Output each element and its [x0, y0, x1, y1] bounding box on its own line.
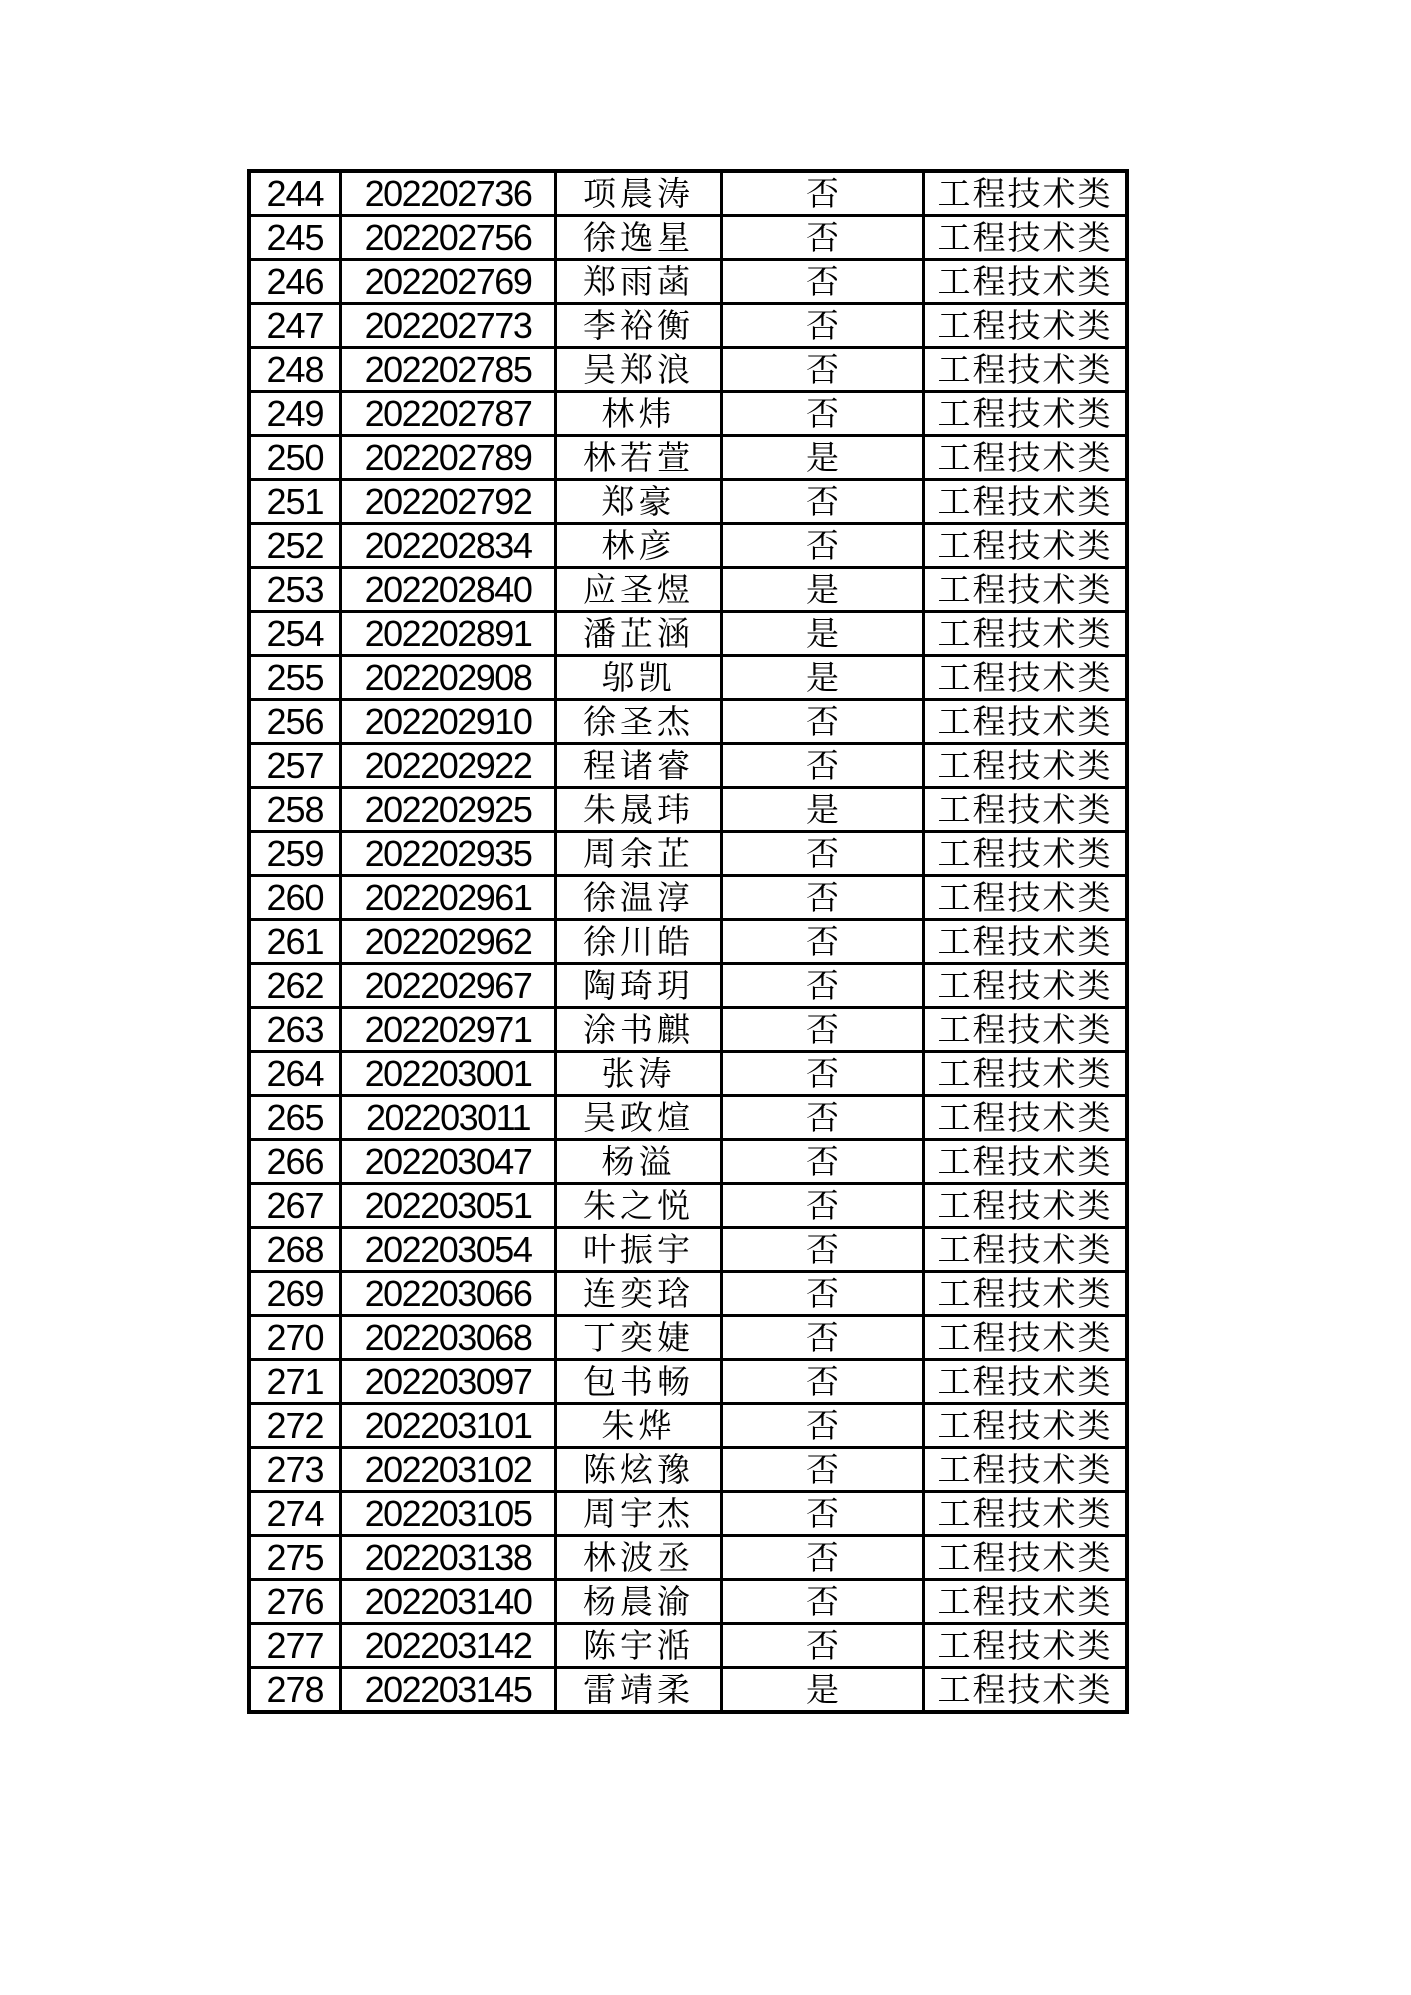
student-id-cell: 202202925: [341, 788, 556, 832]
category-cell: 工程技术类: [924, 348, 1128, 392]
category-cell: 工程技术类: [924, 1228, 1128, 1272]
category-cell: 工程技术类: [924, 1404, 1128, 1448]
student-name-cell: 涂书麒: [556, 1008, 722, 1052]
student-name-cell: 朱晟玮: [556, 788, 722, 832]
category-cell: 工程技术类: [924, 1140, 1128, 1184]
yes-no-flag-cell: 否: [722, 348, 924, 392]
row-index-cell: 246: [249, 260, 341, 304]
category-cell: 工程技术类: [924, 171, 1128, 216]
category-cell: 工程技术类: [924, 832, 1128, 876]
table-row: [249, 1360, 1127, 1404]
student-name-cell: 郑雨菡: [556, 260, 722, 304]
row-index-cell: 247: [249, 304, 341, 348]
table-row: [249, 1316, 1127, 1360]
row-index-cell: 266: [249, 1140, 341, 1184]
category-cell: 工程技术类: [924, 392, 1128, 436]
table-row: [249, 260, 1127, 304]
yes-no-flag-cell: 否: [722, 700, 924, 744]
row-index-cell: 261: [249, 920, 341, 964]
table-row: [249, 1184, 1127, 1228]
table-row: [249, 1052, 1127, 1096]
yes-no-flag-cell: 否: [722, 171, 924, 216]
yes-no-flag-cell: 否: [722, 1096, 924, 1140]
student-id-cell: 202203047: [341, 1140, 556, 1184]
table-row: [249, 1140, 1127, 1184]
student-name-cell: 丁奕婕: [556, 1316, 722, 1360]
student-id-cell: 202202910: [341, 700, 556, 744]
category-cell: 工程技术类: [924, 700, 1128, 744]
student-name-cell: 林彦: [556, 524, 722, 568]
student-name-cell: 吴郑浪: [556, 348, 722, 392]
yes-no-flag-cell: 否: [722, 1140, 924, 1184]
yes-no-flag-cell: 否: [722, 920, 924, 964]
student-name-cell: 徐逸星: [556, 216, 722, 260]
student-id-cell: 202202971: [341, 1008, 556, 1052]
category-cell: 工程技术类: [924, 436, 1128, 480]
student-name-cell: 周宇杰: [556, 1492, 722, 1536]
yes-no-flag-cell: 否: [722, 260, 924, 304]
student-name-cell: 朱烨: [556, 1404, 722, 1448]
student-name-cell: 应圣煜: [556, 568, 722, 612]
yes-no-flag-cell: 是: [722, 656, 924, 700]
table-row: [249, 700, 1127, 744]
student-name-cell: 杨溢: [556, 1140, 722, 1184]
student-id-cell: 202202773: [341, 304, 556, 348]
student-id-cell: 202202789: [341, 436, 556, 480]
yes-no-flag-cell: 否: [722, 1360, 924, 1404]
student-id-cell: 202203101: [341, 1404, 556, 1448]
table-row: [249, 1228, 1127, 1272]
category-cell: 工程技术类: [924, 568, 1128, 612]
row-index-cell: 273: [249, 1448, 341, 1492]
student-name-cell: 叶振宇: [556, 1228, 722, 1272]
category-cell: 工程技术类: [924, 744, 1128, 788]
student-id-cell: 202203066: [341, 1272, 556, 1316]
table-row: [249, 832, 1127, 876]
yes-no-flag-cell: 否: [722, 1448, 924, 1492]
yes-no-flag-cell: 否: [722, 1492, 924, 1536]
table-row: [249, 304, 1127, 348]
student-id-cell: 202203001: [341, 1052, 556, 1096]
category-cell: 工程技术类: [924, 656, 1128, 700]
row-index-cell: 271: [249, 1360, 341, 1404]
student-id-cell: 202203051: [341, 1184, 556, 1228]
category-cell: 工程技术类: [924, 1096, 1128, 1140]
yes-no-flag-cell: 否: [722, 1008, 924, 1052]
category-cell: 工程技术类: [924, 304, 1128, 348]
row-index-cell: 272: [249, 1404, 341, 1448]
student-id-cell: 202202834: [341, 524, 556, 568]
row-index-cell: 268: [249, 1228, 341, 1272]
category-cell: 工程技术类: [924, 1536, 1128, 1580]
student-name-cell: 陈炫豫: [556, 1448, 722, 1492]
student-id-cell: 202203105: [341, 1492, 556, 1536]
student-name-cell: 郑豪: [556, 480, 722, 524]
row-index-cell: 254: [249, 612, 341, 656]
student-name-cell: 连奕琀: [556, 1272, 722, 1316]
student-name-cell: 杨晨渝: [556, 1580, 722, 1624]
yes-no-flag-cell: 否: [722, 304, 924, 348]
row-index-cell: 249: [249, 392, 341, 436]
row-index-cell: 275: [249, 1536, 341, 1580]
student-id-cell: 202203011: [341, 1096, 556, 1140]
student-id-cell: 202203140: [341, 1580, 556, 1624]
yes-no-flag-cell: 否: [722, 964, 924, 1008]
student-id-cell: 202203138: [341, 1536, 556, 1580]
row-index-cell: 248: [249, 348, 341, 392]
category-cell: 工程技术类: [924, 480, 1128, 524]
table-row: [249, 524, 1127, 568]
category-cell: 工程技术类: [924, 1360, 1128, 1404]
student-id-cell: 202203142: [341, 1624, 556, 1668]
category-cell: 工程技术类: [924, 788, 1128, 832]
table-row: [249, 348, 1127, 392]
student-id-cell: 202203102: [341, 1448, 556, 1492]
row-index-cell: 245: [249, 216, 341, 260]
table-row: [249, 436, 1127, 480]
student-id-cell: 202203054: [341, 1228, 556, 1272]
row-index-cell: 244: [249, 171, 341, 216]
category-cell: 工程技术类: [924, 1272, 1128, 1316]
student-id-cell: 202202736: [341, 171, 556, 216]
student-name-cell: 潘芷涵: [556, 612, 722, 656]
student-name-cell: 陶琦玥: [556, 964, 722, 1008]
table-row: [249, 1492, 1127, 1536]
student-id-cell: 202202935: [341, 832, 556, 876]
student-id-cell: 202202922: [341, 744, 556, 788]
yes-no-flag-cell: 否: [722, 1316, 924, 1360]
student-id-cell: 202202908: [341, 656, 556, 700]
row-index-cell: 270: [249, 1316, 341, 1360]
table-row: [249, 1668, 1127, 1713]
category-cell: 工程技术类: [924, 1624, 1128, 1668]
student-name-cell: 邬凯: [556, 656, 722, 700]
category-cell: 工程技术类: [924, 1316, 1128, 1360]
student-id-cell: 202202769: [341, 260, 556, 304]
student-name-cell: 陈宇湉: [556, 1624, 722, 1668]
category-cell: 工程技术类: [924, 1052, 1128, 1096]
roster-table-body: [249, 171, 1127, 1712]
yes-no-flag-cell: 否: [722, 744, 924, 788]
table-row: [249, 1624, 1127, 1668]
student-name-cell: 徐温淳: [556, 876, 722, 920]
student-id-cell: 202202840: [341, 568, 556, 612]
row-index-cell: 253: [249, 568, 341, 612]
yes-no-flag-cell: 是: [722, 788, 924, 832]
category-cell: 工程技术类: [924, 1008, 1128, 1052]
category-cell: 工程技术类: [924, 216, 1128, 260]
row-index-cell: 250: [249, 436, 341, 480]
table-row: [249, 1096, 1127, 1140]
table-row: [249, 920, 1127, 964]
yes-no-flag-cell: 是: [722, 568, 924, 612]
roster-table: [247, 169, 1129, 1714]
category-cell: 工程技术类: [924, 964, 1128, 1008]
student-name-cell: 林若萱: [556, 436, 722, 480]
student-id-cell: 202202787: [341, 392, 556, 436]
row-index-cell: 276: [249, 1580, 341, 1624]
category-cell: 工程技术类: [924, 1184, 1128, 1228]
yes-no-flag-cell: 否: [722, 524, 924, 568]
table-row: [249, 480, 1127, 524]
yes-no-flag-cell: 是: [722, 436, 924, 480]
student-name-cell: 李裕衡: [556, 304, 722, 348]
yes-no-flag-cell: 否: [722, 480, 924, 524]
student-id-cell: 202203068: [341, 1316, 556, 1360]
table-row: [249, 744, 1127, 788]
table-row: [249, 876, 1127, 920]
table-row: [249, 656, 1127, 700]
student-id-cell: 202202785: [341, 348, 556, 392]
category-cell: 工程技术类: [924, 920, 1128, 964]
category-cell: 工程技术类: [924, 1448, 1128, 1492]
row-index-cell: 274: [249, 1492, 341, 1536]
category-cell: 工程技术类: [924, 612, 1128, 656]
row-index-cell: 258: [249, 788, 341, 832]
student-name-cell: 包书畅: [556, 1360, 722, 1404]
student-id-cell: 202202792: [341, 480, 556, 524]
row-index-cell: 262: [249, 964, 341, 1008]
table-row: [249, 788, 1127, 832]
yes-no-flag-cell: 否: [722, 1580, 924, 1624]
row-index-cell: 263: [249, 1008, 341, 1052]
student-name-cell: 周余芷: [556, 832, 722, 876]
student-id-cell: 202202962: [341, 920, 556, 964]
student-id-cell: 202202967: [341, 964, 556, 1008]
student-name-cell: 雷靖柔: [556, 1668, 722, 1713]
category-cell: 工程技术类: [924, 876, 1128, 920]
yes-no-flag-cell: 否: [722, 1536, 924, 1580]
student-name-cell: 徐圣杰: [556, 700, 722, 744]
student-name-cell: 张涛: [556, 1052, 722, 1096]
category-cell: 工程技术类: [924, 260, 1128, 304]
row-index-cell: 257: [249, 744, 341, 788]
student-id-cell: 202203145: [341, 1668, 556, 1713]
student-id-cell: 202202961: [341, 876, 556, 920]
category-cell: 工程技术类: [924, 1580, 1128, 1624]
yes-no-flag-cell: 否: [722, 1404, 924, 1448]
row-index-cell: 256: [249, 700, 341, 744]
table-row: [249, 171, 1127, 216]
student-id-cell: 202202756: [341, 216, 556, 260]
table-row: [249, 1580, 1127, 1624]
table-row: [249, 1448, 1127, 1492]
student-id-cell: 202202891: [341, 612, 556, 656]
yes-no-flag-cell: 否: [722, 216, 924, 260]
student-name-cell: 林炜: [556, 392, 722, 436]
row-index-cell: 269: [249, 1272, 341, 1316]
row-index-cell: 259: [249, 832, 341, 876]
table-row: [249, 964, 1127, 1008]
row-index-cell: 265: [249, 1096, 341, 1140]
row-index-cell: 267: [249, 1184, 341, 1228]
student-name-cell: 项晨涛: [556, 171, 722, 216]
category-cell: 工程技术类: [924, 1668, 1128, 1713]
table-row: [249, 568, 1127, 612]
category-cell: 工程技术类: [924, 1492, 1128, 1536]
row-index-cell: 251: [249, 480, 341, 524]
yes-no-flag-cell: 否: [722, 1184, 924, 1228]
row-index-cell: 278: [249, 1668, 341, 1713]
yes-no-flag-cell: 是: [722, 612, 924, 656]
table-row: [249, 1404, 1127, 1448]
student-name-cell: 程诸睿: [556, 744, 722, 788]
student-name-cell: 林波丞: [556, 1536, 722, 1580]
row-index-cell: 255: [249, 656, 341, 700]
yes-no-flag-cell: 否: [722, 1228, 924, 1272]
yes-no-flag-cell: 是: [722, 1668, 924, 1713]
yes-no-flag-cell: 否: [722, 1052, 924, 1096]
student-name-cell: 徐川皓: [556, 920, 722, 964]
yes-no-flag-cell: 否: [722, 876, 924, 920]
yes-no-flag-cell: 否: [722, 832, 924, 876]
student-id-cell: 202203097: [341, 1360, 556, 1404]
row-index-cell: 277: [249, 1624, 341, 1668]
student-name-cell: 朱之悦: [556, 1184, 722, 1228]
yes-no-flag-cell: 否: [722, 1624, 924, 1668]
yes-no-flag-cell: 否: [722, 392, 924, 436]
category-cell: 工程技术类: [924, 524, 1128, 568]
row-index-cell: 264: [249, 1052, 341, 1096]
table-row: [249, 1536, 1127, 1580]
yes-no-flag-cell: 否: [722, 1272, 924, 1316]
table-row: [249, 216, 1127, 260]
student-name-cell: 吴政煊: [556, 1096, 722, 1140]
table-row: [249, 612, 1127, 656]
table-row: [249, 392, 1127, 436]
table-row: [249, 1008, 1127, 1052]
row-index-cell: 252: [249, 524, 341, 568]
row-index-cell: 260: [249, 876, 341, 920]
table-row: [249, 1272, 1127, 1316]
